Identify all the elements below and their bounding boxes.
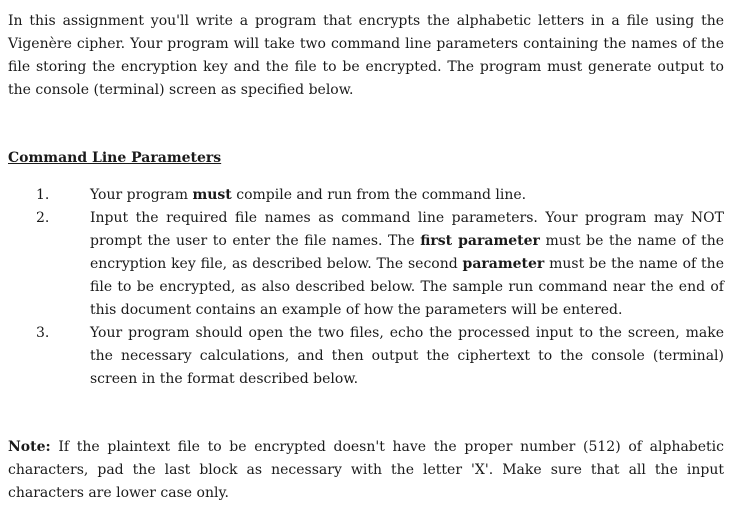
emphasis: must bbox=[192, 187, 232, 203]
list-item bbox=[8, 322, 724, 391]
list-item-number: 3. bbox=[36, 325, 50, 341]
list-item-text: Your program must compile and run from the command line. bbox=[90, 187, 527, 203]
emphasis: first parameter bbox=[420, 233, 540, 249]
section-heading: Command Line Parameters bbox=[8, 150, 222, 166]
intro-paragraph: In this assignment you'll write a program that encrypts the alphabetic letters in a file using the Vigenère cipher. Your program will take two command line parameters containing the names of the file storing the encryption key and the file to be encrypted. The program must generate output to the console (terminal) screen as specified below. bbox=[8, 13, 724, 98]
emphasis: parameter bbox=[462, 256, 545, 272]
list-item-number: 2. bbox=[36, 210, 50, 226]
list-item bbox=[8, 184, 724, 207]
note-text: If the plaintext file to be encrypted doesn't have the proper number (512) of alphabetic characters, pad the last block as necessary with the letter 'X'. Make sure that all the input characters are lower case only. bbox=[8, 439, 724, 501]
document-body bbox=[8, 10, 724, 505]
note-paragraph bbox=[8, 436, 724, 505]
parameter-list bbox=[8, 184, 724, 391]
list-item-text: Your program should open the two files, echo the processed input to the screen, make the necessary calculations, and then output the ciphertext to the console (terminal) screen in the format described below. bbox=[90, 325, 724, 387]
note-label: Note: bbox=[8, 439, 51, 455]
list-item-number: 1. bbox=[36, 187, 50, 203]
list-item bbox=[8, 207, 724, 322]
list-item-text: Input the required file names as command line parameters. Your program may NOT prompt the user to enter the file names. The first parameter must be the name of the encryption key file, as described below. The second parameter must be the name of the file to be encrypted, as also described below. The sample run command near the end of this document contains an example of how the parameters will be entered. bbox=[90, 210, 724, 318]
